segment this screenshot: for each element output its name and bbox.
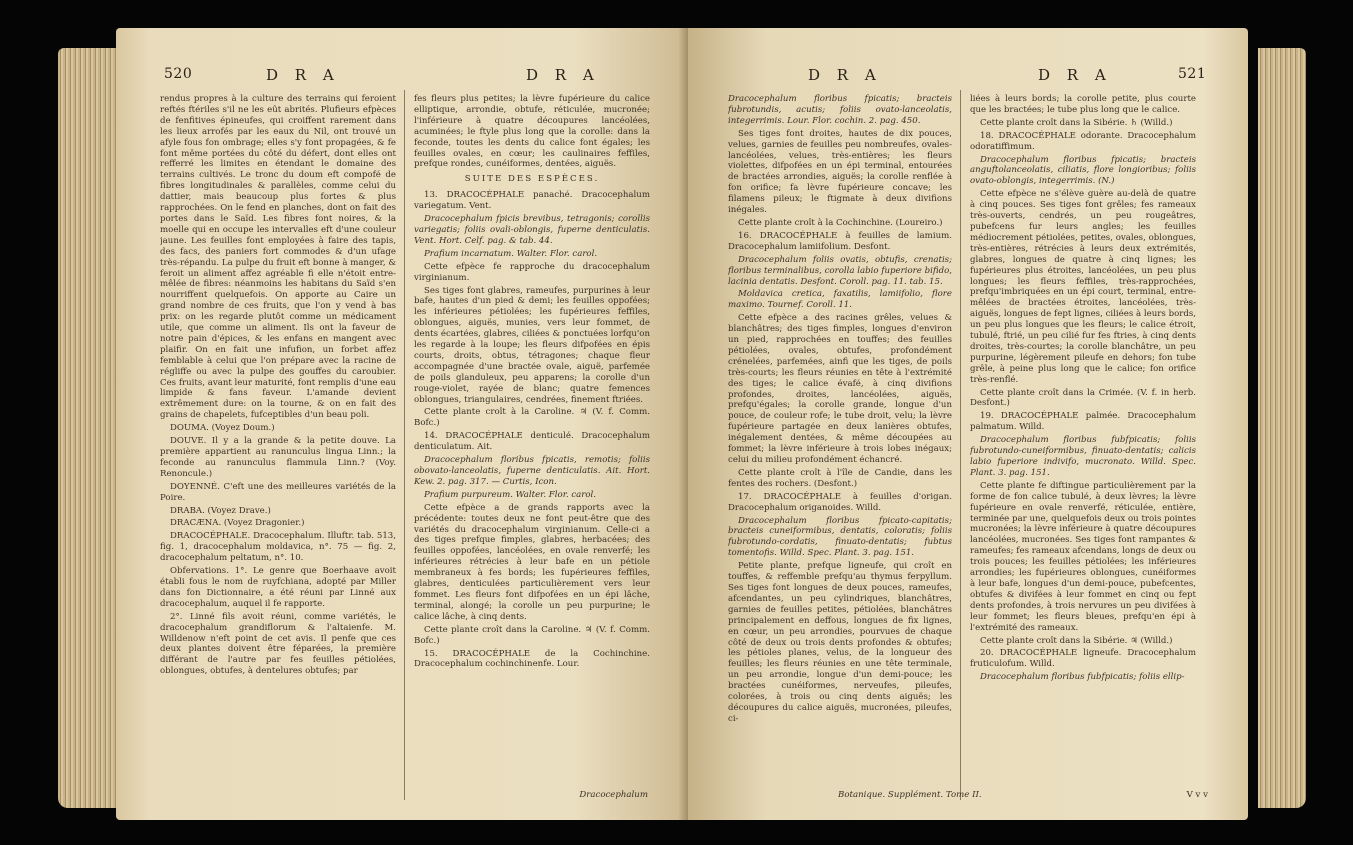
paragraph: Dracocephalum floribus fpicato-capitatis; bracteis cuneiformibus, dentatis, coloratis; foliis fubrotundo-cordatis, finuato-dentatis; fubtus tomentofis. Willd. Spec. Plant. 3. pag. 151. — [728, 515, 952, 559]
paragraph: Cette plante croît dans la Caroline. ♃ (V. f. Comm. Bofc.) — [414, 624, 650, 646]
left-page-edges — [58, 48, 118, 808]
paragraph: liées à leurs bords; la corolle petite, plus courte que les bractées; le tube plus long que le calice. — [970, 94, 1196, 115]
paragraph: Cette efpèce fe rapproche du dracocephalum virginianum. — [414, 261, 650, 283]
paragraph: Dracocephalum foliis ovatis, obtufis, crenatis; floribus terminalibus, corolla labio fuperiore bifido, lacinia dentatis. Desfont. Coroll. pag. 11. tab. 15. — [728, 254, 952, 287]
paragraph: Cette plante croît dans la Sibérie. ♄ (Willd.) — [980, 117, 1173, 128]
section-heading: SUITE DES ESPÈCES. — [464, 174, 600, 185]
paragraph: Moldavica cretica, faxatilis, lamiifolio, flore maximo. Tournef. Coroll. 11. — [728, 289, 952, 311]
column-rule — [960, 90, 961, 800]
paragraph: Cette plante croît dans la Crimée. (V. f. in herb. Desfont.) — [970, 387, 1196, 409]
paragraph: Cette efpèce ne s'élève guère au-delà de quatre à cinq pouces. Ses tiges font grêles; fes rameaux très-ouverts, cendrés, un peu rougeâtres, pubefcens fur leurs angles; les feuilles médiocrement pétiolées, petites, ovales, oblongues, très-entières, rétrécies à leurs deux extrémités, glabres, longues de quatre à cinq lignes; les fupérieures plus étroites, lancéolées, un peu plus longues; les fleurs feffiles, très-rapprochées, prefqu'imbriquées en un épi court, terminal, entre-mêlées de bractées étroites, lancéolées, très-aiguës, longues de fept lignes, ciliées à leurs bords, un peu plus longues que les fleurs; le calice étroit, tubulé, ftrié, un peu cilié fur fes ftries, à cinq dents droites, très-courtes; la corolle blanchâtre, un peu purpurine, légèrement pileufe en dehors; fon tube grêle, à peine plus long que le calice; fon orifice très-renflé. — [970, 189, 1196, 385]
right-page — [688, 28, 1248, 820]
paragraph: 16. DRACOCÉPHALE à feuilles de lamium. Dracocephalum lamiifolium. Desfont. — [728, 230, 952, 252]
paragraph: Dracocephalum floribus fubfpicatis; foliis fubrotundo-cuneiformibus, finuato-dentatis; calicis labio fuperiore indivifo, mucronato. Willd. Spec. Plant. 3. pag. 151. — [970, 435, 1196, 478]
paragraph: fes fleurs plus petites; la lèvre fupérieure du calice elliptique, arrondie, obtufe, réticulée, mucronée; l'inférieure à quatre découpures lancéolées, acuminées; le ftyle plus long que la corolle: dans la feconde, toutes les dents du calice font égales; les feuilles ovales, en cœur; les caulinaires feffiles, prefque rondes, cunéiformes, dentées, aiguës. — [414, 94, 650, 170]
paragraph: 19. DRACOCÉPHALE palmée. Dracocephalum palmatum. Willd. — [970, 411, 1196, 433]
page-number: 520 — [164, 66, 193, 82]
paragraph: Cette plante croît à l'île de Candie, dans les fentes des rochers. (Desfont.) — [728, 467, 952, 489]
paragraph: Cette efpèce a de grands rapports avec la précédente: toutes deux ne font peut-être que des variétés du dracocephalum virginianum. Celle-ci a des tiges prefque fimples, glabres, herbacées; des feuilles oppofées, lancéolées, en ovale renverfé; les inférieures rétrécies à leur bafe en un pétiole membraneux à fes bords; les fupérieures feffiles, glabres, denticulées particulièrement vers leur fommet. Les fleurs font difpofées en un épi lâche, terminal, alongé; la corolle un peu purpurine; le calice lâche, à cinq dents. — [414, 502, 650, 622]
paragraph: 15. DRACOCÉPHALE de la Cochinchine. Dracocephalum cochinchinenfe. Lour. — [414, 648, 650, 670]
paragraph: Dracocephalum floribus fpicatis, remotis; foliis obovato-lanceolatis, fuperne denticulatis. Ait. Hort. Kew. 2. pag. 317. — Curtis, Icon. — [414, 455, 650, 487]
signature-mark: V v v — [1186, 790, 1208, 800]
paragraph: rendus propres à la culture des terrains qui feroient reftés ftériles s'il ne les eût abrités. Plufieurs efpèces de fenfitives épineufes, qui croiffent rarement dans les lieux arrofés par les eaux du Nil, ont trouvé un afyle fous fon ombrage; elles s'y font propagées, & fe font même portées du côté du défert, dont elles ont refferré les limites en étendant le domaine des terrains cultivés. Le tronc du doum eft compofé de fibres longitudinales & parallèles, comme celui du dattier, mais beaucoup plus fortes & plus rapprochées. On le fend en planches, dont on fait des portes dans le Saïd. Les fibres font noires, & la moelle qui en occupe les intervalles eft d'une couleur jaune. Les feuilles font employées à faire des tapis, des facs, des paniers fort commodes & d'un ufage très-répandu. La pulpe du fruit eft bonne à manger, & feroit un aliment affez agréable fi elle n'étoit entre-mêlée de fibres: néanmoins les habitans du Saïd s'en nourriffent quelquefois. On apporte au Caire un grand nombre de ces fruits, que l'on y vend à bas prix: on les regarde plutôt comme un médicament utile, que comme un aliment. Ils ont la faveur de notre pain d'épices, & les enfans en mangent avec plaifir. On en fait une infufion, un forbet affez femblable à celui que l'on prépare avec la racine de régliffe ou avec la pulpe des gouffes du caroubier. Ces fruits, avant leur maturité, font remplis d'une eau limpide & fans faveur. L'amande devient extrêmement dure: on la tourne, & on en fait des grains de chapelets, fufceptibles d'un beau poli. — [160, 94, 396, 421]
paragraph: Prafium incarnatum. Walter. Flor. carol. — [424, 248, 598, 259]
paragraph: Petite plante, prefque ligneufe, qui croît en touffes, & reffemble prefqu'au thymus ferpyllum. Ses tiges font longues de deux pouces, rameufes, afcendantes, un peu cylindriques, blanchâtres, garnies de feuilles petites, pétiolées, blanchâtres principalement en deffous, longues de fix lignes, en cœur, un peu arrondies, pourvues de chaque côté de deux ou trois dents profondes & obtufes; les pétioles planes, velus, de la longueur des feuilles; les fleurs réunies en une tête terminale, un peu arrondie, longue d'un demi-pouce; les bractées cunéiformes, nerveufes, pileufes, colorées, à trois ou cinq dents aiguës; les découpures du calice aiguës, mucronées, pileufes, ci- — [728, 561, 952, 724]
right-running-head — [688, 66, 1248, 86]
paragraph: 14. DRACOCÉPHALE denticulé. Dracocephalum denticulatum. Ait. — [414, 431, 650, 453]
running-head-word: D R A — [266, 66, 340, 84]
paragraph: 2°. Linné fils avoit réuni, comme variétés, le dracocephalum grandiflorum & l'altaienfe. M. Willdenow n'eft point de cet avis. Il penfe que ces deux plantes doivent être féparées, la première différant de l'autre par fes feuilles pétiolées, oblongues, obtufes, à dentelures obtufes; par — [160, 611, 396, 677]
paragraph: Cette plante fe diftingue particulièrement par la forme de fon calice tubulé, à deux lèvres; la lèvre fupérieure en ovale renverfé, réticulée, entière, terminée par une, quelquefois deux ou trois pointes mucronées; la lèvre inférieure à quatre découpures lancéolées, mucronées. Ses tiges font rampantes & rameufes; fes rameaux afcendans, longs de deux ou trois pouces; les feuilles pétiolées; les inférieures arrondies; les fupérieures oblongues, cunéiformes à leur bafe, longues d'un demi-pouce, pubefcentes, obtufes & divifées à leur fommet en cinq ou fept dents profondes, à trois nervures un peu divifées à leur fommet; les fleurs bleues, prefqu'en épi à l'extrémité des rameaux. — [970, 480, 1196, 633]
column-rule — [404, 90, 405, 800]
paragraph: Cette plante croît dans la Sibérie. ♃ (Willd.) — [980, 635, 1173, 646]
left-running-head — [116, 66, 688, 86]
left-page — [116, 28, 688, 820]
running-head-word-right: D R A — [1038, 66, 1112, 84]
paragraph: 20. DRACOCÉPHALE ligneufe. Dracocephalum fruticulofum. Willd. — [970, 648, 1196, 670]
paragraph: Cette efpèce a des racines grêles, velues & blanchâtres; des tiges fimples, longues d'environ un pied, rapprochées en touffes; des feuilles pétiolées, ovales, obtufes, profondément crénelées, parfemées, ainfi que les tiges, de poils très-courts; les fleurs réunies en tête à l'extrémité des tiges; le calice évafé, à cinq divifions profondes, droites, lancéolées, aiguës, prefqu'égales; la corolle grande, longue d'un pouce, de couleur rofe; le tube droit, velu; la lèvre fupérieure partagée en deux lanières obtufes, inégalement dentées, & même découpées au fommet; la lèvre inférieure à trois lobes inégaux; celui du milieu profondément échancré. — [728, 313, 952, 465]
paragraph: DRABA. (Voyez Drave.) — [170, 505, 271, 516]
left-page-column-2 — [414, 94, 650, 806]
paragraph: DRACÆNA. (Voyez Dragonier.) — [170, 518, 305, 529]
right-page-column-2 — [970, 94, 1196, 806]
paragraph: Dracocephalum floribus fubfpicatis; foliis ellip- — [980, 672, 1185, 683]
paragraph: DOYENNÉ. C'eft une des meilleures variétés de la Poire. — [160, 481, 396, 503]
running-head-word-right: D R A — [526, 66, 600, 84]
paragraph: 13. DRACOCÉPHALE panaché. Dracocephalum variegatum. Vent. — [414, 190, 650, 212]
open-book — [58, 18, 1306, 830]
paragraph: Dracocephalum fpicis brevibus, tetragonis; corollis variegatis; foliis ovali-oblongis, fuperne denticulatis. Vent. Hort. Celf. pag. & tab. 44. — [414, 214, 650, 246]
paragraph: Obfervations. 1°. Le genre que Boerhaave avoit établi fous le nom de ruyfchiana, adopté par Miller dans fon Dictionnaire, a été réuni par Linné aux dracocephalum, auquel il fe rapporte. — [160, 566, 396, 609]
paragraph: Prafium purpureum. Walter. Flor. carol. — [424, 489, 597, 500]
right-page-column-1 — [728, 94, 952, 806]
paragraph: Ses tiges font glabres, rameufes, purpurines à leur bafe, hautes d'un pied & demi; les feuilles oppofées; les inférieures pétiolées; les fupérieures feffiles, oblongues, aiguës, munies, vers leur fommet, de dents écartées, glabres, ciliées & ponctuées lorfqu'on les regarde à la loupe; les fleurs difpofées en épis courts, droits, obtus, tétragones; chaque fleur accompagnée d'une bractée ovale, aiguë, parfemée de poils glanduleux, peu apparens; la corolle d'un rouge-violet, rayée de blanc; quatre femences oblongues, triangulaires, cendrées, finement ftriées. — [414, 285, 650, 405]
paragraph: Cette plante croît à la Cochinchine. (Loureiro.) — [738, 217, 943, 228]
paragraph: 17. DRACOCÉPHALE à feuilles d'origan. Dracocephalum origanoides. Willd. — [728, 491, 952, 513]
paragraph: DOUMA. (Voyez Doum.) — [170, 423, 275, 434]
left-page-column-1 — [160, 94, 396, 806]
paragraph: DOUVE. Il y a la grande & la petite douve. La première appartient au ranunculus lingua Linn.; la feconde au ranunculus flammula Linn.? (Voy. Renoncule.) — [160, 436, 396, 479]
signature-line: Botanique. Supplément. Tome II. — [838, 790, 982, 800]
paragraph: Cette plante croît à la Caroline. ♃ (V. f. Comm. Bofc.) — [414, 407, 650, 429]
page-number: 521 — [1178, 66, 1207, 82]
right-page-edges — [1258, 48, 1306, 808]
paragraph: DRACOCÉPHALE. Dracocephalum. Illuftr. tab. 513, fig. 1, dracocephalum moldavica, n°. 75 — fig. 2, dracocephalum peltatum, n°. 10. — [160, 531, 396, 564]
paragraph: Dracocephalum floribus fpicatis; bracteis fubrotundis, acutis; foliis ovato-lanceolatis, integerrimis. Lour. Flor. cochin. 2. pag. 450. — [728, 94, 952, 126]
paragraph: 18. DRACOCÉPHALE odorante. Dracocephalum odoratiffimum. — [970, 130, 1196, 152]
running-head-word: D R A — [808, 66, 882, 84]
paragraph: Dracocephalum floribus fpicatis; bracteis anguftolanceolatis, ciliatis, flore longioribus; foliis ovato-oblongis, integerrimis. (N.) — [970, 154, 1196, 187]
paragraph: Ses tiges font droites, hautes de dix pouces, velues, garnies de feuilles peu nombreufes, ovales-lancéolées, velues, très-entières; les fleurs violettes, difpofées en un épi terminal, entourées de bractées arrondies, aiguës; la corolle renflée à fon orifice; fa lèvre fupérieure concave; les filamens pileux; le ftigmate à deux divifions inégales. — [728, 128, 952, 216]
catchword: Dracocephalum — [579, 790, 648, 800]
